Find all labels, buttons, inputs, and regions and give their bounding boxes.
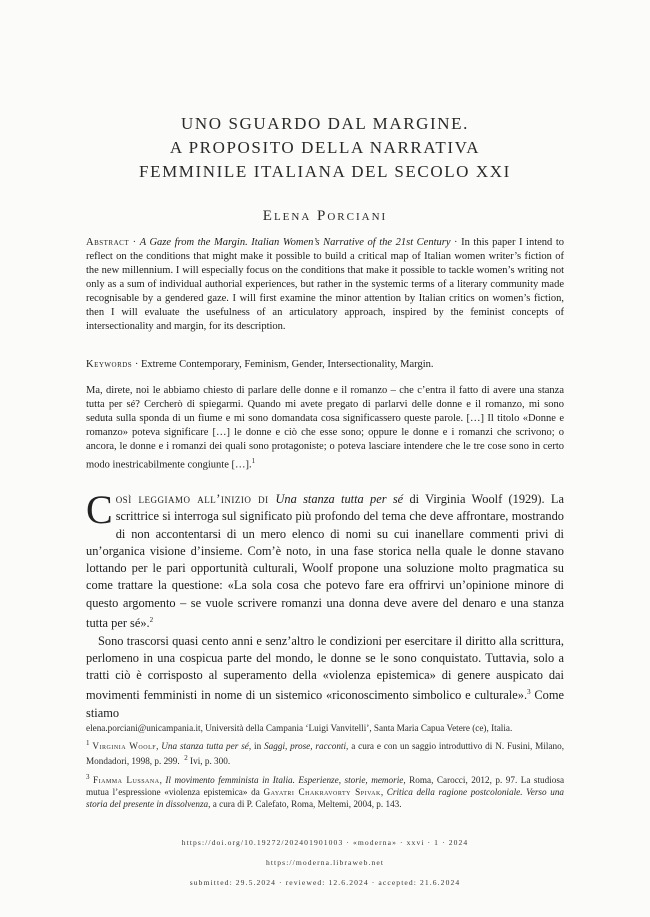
abstract (86, 236, 564, 334)
quote-text: Ma, direte, noi le abbiamo chiesto di parlare delle donne e il romanzo – che c’entra il fatto di avere una stanza tutta per sé? Cercherò di spiegarmi. Quando mi avete pregato di parlarvi delle donne e il romanzo, mi sono seduta sulla sponda di un fiume e mi sono domandata cosa significassero queste parole. […] Il titolo «Donne e romanzo» poteva significare […] le donne e ciò che esse sono; oppure le donne e i romanzi che scrivono; o ancora, le donne e i romanzi dei quali sono protagoniste; o poteva lasciare intendere che le tre cose sono in certo modo inestricabilmente congiunte […]. (86, 385, 564, 471)
submission-dates: submitted: 29.5.2024 · reviewed: 12.6.2024 · accepted: 21.6.2024 (189, 878, 461, 887)
affiliation-text: elena.porciani@unicampania.it, Università della Campania ‘Luigi Vanvitelli’, Santa Maria Capua Vetere (ce), Italia. (86, 723, 513, 733)
p1-book-title: Una stanza tutta per sé (275, 492, 404, 506)
footnote-ref-1[interactable]: 1 (251, 457, 256, 465)
abstract-english-title: A Gaze from the Margin. Italian Women’s Narrative of the 21st Century (139, 237, 451, 248)
title-block (60, 112, 590, 225)
footnote-1-title: Una stanza tutta per sé (161, 741, 249, 752)
footnotes (86, 722, 564, 813)
website-line[interactable]: https://moderna.libraweb.net (265, 858, 385, 867)
footnote-3-title-2: Critica della ragione postcoloniale. Verso una storia del presente in dissolvenza (86, 787, 565, 810)
keywords-text: · Extreme Contemporary, Feminism, Gender, Intersectionality, Margin. (132, 359, 434, 370)
footnote-1-text-b: , a cura e con un saggio introduttivo di N. Fusini, Milano, Mondadori, 1998, p. 299. (86, 741, 565, 767)
article-title-line-2: A PROPOSITO DELLA NARRATIVA (169, 138, 481, 157)
article-title-line-3: FEMMINILE ITALIANA DEL SECOLO XXI (139, 162, 511, 181)
footnote-3: $^3$ Fiamma Lussana, Il movimento femminista in Italia. Esperienze, storie, memorie, Roma, Carocci, 2012, p. 97. La studiosa mutua l’espressione «violenza epistemica» da Gayatri Chakravorty Spivak, Critica della ragione postcoloniale. Verso una storia del presente in dissolvenza, a cura di P. Calefato, Roma, Meltemi, 2004, p. 143. (86, 772, 565, 810)
footnote-2-number: 2 (184, 754, 188, 763)
p1-text: di Virginia Woolf (1929). La scrittrice si interroga sul significato più profondo del tema che deve affrontare, mostrando di non accontentarsi di un mero elenco di nomi su cui inanellare commenti privi di un’organica visione d’insieme. Com’è noto, in una fase storica nella quale le donne stavano lottando per le pari opportunità culturali, Woolf propone una soluzione molto pragmatica su come trattare la questione: «La sola cosa che potevo fare era offrirvi un’opinione minore di questo argomento – se vuole scrivere romanzi una donna deve avere del denaro e una stanza tutta per sé». (86, 492, 564, 631)
footnote-ref-2[interactable]: 2 (149, 616, 154, 625)
footnote-3-author-2: Gayatri Chakravorty Spivak (263, 787, 381, 797)
footnote-1-author: Virginia Woolf (92, 741, 157, 752)
footnote-3-number: 3 (86, 772, 90, 781)
p2-text: Sono trascorsi quasi cento anni e senz’altro le condizioni per esercitare il diritto alla scrittura, perlomeno in una cospicua parte del mondo, le donne se le sono conquistato. Tuttavia, solo a tratti ciò è corrisposto al superamento della «violenza epistemica» di genere auspicato dai movimenti femministi in nome di un sistemico «riconoscimento simbolico e culturale». (86, 633, 564, 703)
footnote-2-text: Ivi, p. 300. (190, 756, 231, 767)
paragraph-1 (86, 487, 564, 633)
abstract-separator: · (129, 237, 140, 248)
paragraph-2 (86, 633, 564, 723)
footnote-3-title: Il movimento femminista in Italia. Esperienze, storie, memorie (165, 774, 404, 785)
footnote-ref-3[interactable]: 3 (527, 688, 531, 697)
p1-opening: osì leggiamo all’inizio di (115, 492, 276, 506)
abstract-label: Abstract (86, 237, 130, 248)
footnote-1-text-a: , in (248, 741, 265, 752)
footnote-3-text-a: , Roma, Carocci, 2012, p. 97. La studiosa mutua l’espressione «violenza epistemica» da (86, 774, 565, 797)
doi-line[interactable]: https://doi.org/10.19272/202401901003 · «moderna» · xxvi · 1 · 2024 (181, 838, 469, 847)
page-footer (60, 837, 590, 897)
body-text (86, 487, 564, 722)
keywords-label: Keywords (86, 359, 133, 370)
drop-cap: C (86, 487, 113, 532)
epigraph-quote (86, 384, 564, 473)
author-name: Elena Porciani (262, 208, 388, 224)
footnote-1-title-2: Saggi, prose, racconti (264, 741, 347, 752)
abstract-text: · In this paper I intend to reflect on the conditions that might make it possible to build a critical map of Italian women writer’s fiction of the new millennium. I will especially focus on the conditions that make it possible to tackle women’s writing not only as a sum of individual authorial experiences, but rather in the systemic terms of a literary community made recognisable by a gendered gaze. I will first examine the minor attention by Italian critics on women’s fiction, then I will evaluate the usefulness of an articulatory approach, inspired by the feminist concepts of intersectionality and margin, for its description. (86, 237, 565, 332)
footnote-3-author: Fiamma Lussana (93, 774, 160, 785)
article-title-line-1: UNO SGUARDO DAL MARGINE. (180, 114, 470, 133)
footnote-1-2: $^1$ Virginia Woolf, Una stanza tutta per sé, in Saggi, prose, racconti, a cura e con un saggio introduttivo di N. Fusini, Milano, Mondadori, 1998, p. 299. $^2$ Ivi, p. 300. (86, 739, 565, 767)
p2-tail: Come stiamo (86, 688, 564, 720)
footnote-3-text-b: , a cura di P. Calefato, Roma, Meltemi, 2004, p. 143. (208, 799, 402, 810)
keywords (86, 358, 564, 372)
affiliation-note (86, 722, 564, 734)
footnote-1-number: 1 (86, 739, 90, 748)
